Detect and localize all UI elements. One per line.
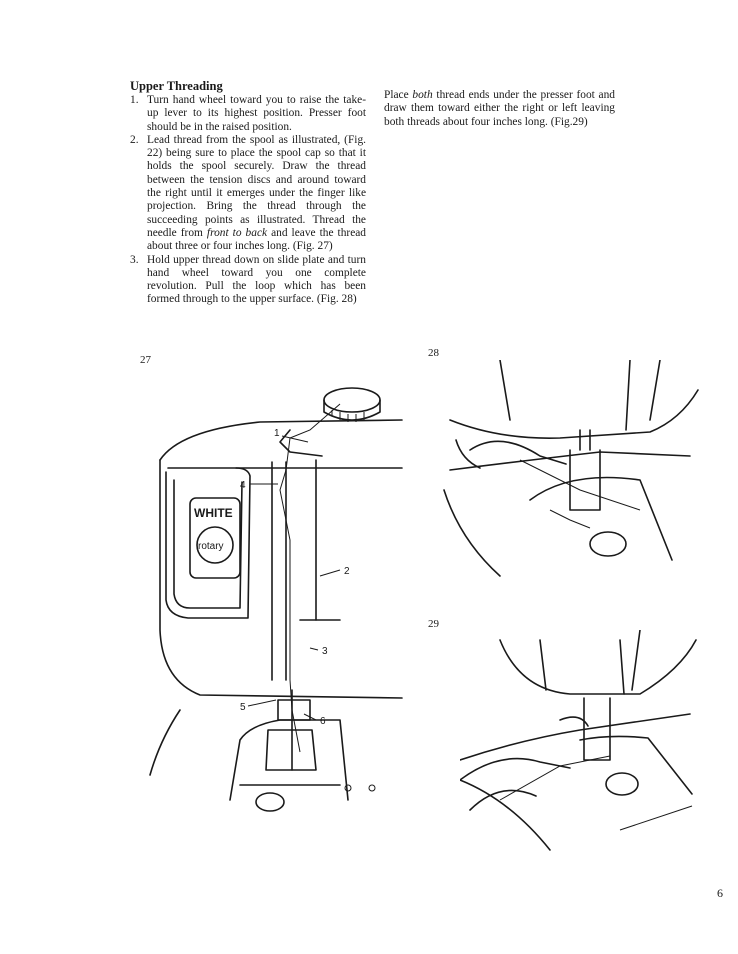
step-emphasis: front to back	[206, 226, 268, 239]
step-number: 3.	[130, 253, 139, 266]
section-heading: Upper Threading	[130, 79, 223, 93]
step-number: 1.	[130, 94, 139, 106]
callout-6: 6	[320, 716, 326, 727]
figure-28-illustration	[440, 360, 700, 580]
spool-cap	[324, 388, 380, 412]
page-number: 6	[717, 886, 723, 900]
step-text: Hold upper thread down on slide plate and turn hand wheel toward you one complete revolution. Pull the loop which has been formed through to the upper surface. (Fig. 28)	[147, 253, 366, 306]
logo-bottom-text: rotary	[198, 541, 224, 552]
step-number: 2.	[130, 133, 139, 146]
step-3	[130, 254, 366, 307]
figure-29-illustration	[460, 630, 700, 860]
threading-steps	[130, 94, 366, 307]
step-text: Turn hand wheel toward you to raise the take-up lever to its highest position. Presser foot should be in the raised position.	[147, 94, 366, 133]
callout-1: 1	[274, 428, 280, 439]
logo-top-text: WHITE	[194, 506, 233, 520]
step-text: Lead thread from the spool as illustrated, (Fig. 22) being sure to place the spool cap so that it holds the spool securely. Draw the thread between the tension discs and around toward the right until it emerges under the finger like projection. Bring the thread through the succeeding points as illustrated. Thread the needle from	[147, 133, 366, 239]
step-2	[130, 134, 366, 254]
emphasis-both: both	[412, 89, 433, 101]
callout-4: 4	[240, 480, 246, 491]
figure-27-number: 27	[140, 354, 151, 366]
step-1	[130, 94, 366, 134]
figure-28-number: 28	[428, 347, 439, 359]
right-column-text: Place both thread ends under the presser foot and draw them toward either the right or left leaving both threads about four inches long. (Fig.29)	[384, 89, 616, 128]
figure-29-number: 29	[428, 618, 439, 630]
step-text-end: and leave the thread about three or four inches long. (Fig. 27)	[147, 226, 366, 253]
callout-2: 2	[344, 566, 350, 577]
callout-3: 3	[322, 646, 328, 657]
callout-5: 5	[240, 702, 246, 713]
figure-27-illustration	[140, 380, 410, 840]
